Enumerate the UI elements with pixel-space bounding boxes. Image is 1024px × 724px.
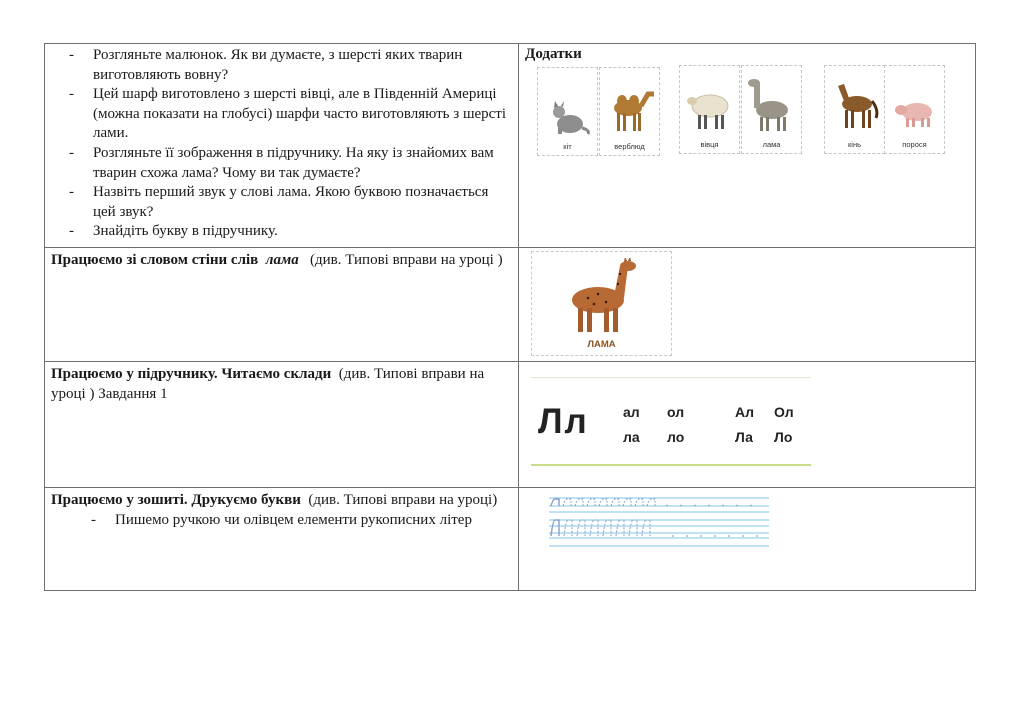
word-wall-instruction [51,251,512,271]
letter-pair: Лл [538,402,589,441]
copybook-strokes-icon [549,496,799,556]
card-caption: верблюд [614,142,645,151]
instruction-bold: Працюємо у підручнику. Читаємо склади [51,366,332,382]
card-caption: кіт [563,142,572,151]
appendix-heading: Додатки [525,46,582,62]
llama-icon [746,74,798,136]
syllable: Ол [774,404,794,420]
instruction-bold: Працюємо зі словом стіни слів [51,252,259,268]
lesson-table [44,43,976,591]
sheep-icon [684,74,736,136]
letter-stroke [629,520,637,536]
letter-stroke [587,499,595,506]
bullet-item: - Знайдіть букву в підручнику. [93,222,510,242]
textbook-instruction [51,365,512,404]
card-caption: кінь [848,140,861,149]
animal-card-sheep [679,65,740,154]
row2-text-cell [45,248,519,362]
syllable: Ло [774,429,793,445]
trace-dot [714,535,716,537]
letter-stroke [611,499,619,506]
animal-cards [519,63,975,173]
card-caption: порося [902,140,927,149]
letter-stroke [551,499,559,506]
trace-dot [700,535,702,537]
animal-card-llama [741,65,802,154]
ruling-line [531,377,811,378]
letter-stroke [563,499,571,506]
row3-text-cell [45,362,519,488]
syllable: ол [667,404,685,420]
bullet-item: - Розгляньте її зображення в підручнику. На яку із знайомих вам тварин схожа лама? Чому ви так думаєте? [93,144,510,183]
letter-stroke [616,520,624,536]
animal-card-horse [824,65,885,154]
instruction-rest: (див. Типові вправи на уроці) [308,492,498,508]
table-row [45,488,976,591]
letter-stroke [603,520,611,536]
bullet-item: - Розгляньте малюнок. Як ви думаєте, з шерсті яких тварин виготовляють вовну? [93,46,510,85]
letter-stroke [635,499,643,506]
syllable: ал [623,404,640,420]
instruction-bold: Працюємо у зошиті. Друкуємо букви [51,492,301,508]
letter-stroke [590,520,598,536]
letter-stroke [564,520,572,536]
trace-dot [742,535,744,537]
table-row [45,362,976,488]
bullet-item: - Цей шарф виготовлено з шерсті вівці, але в Південній Америці (можна показати на глобусі) шарфи часто виготовляють з шерсті лами. [93,85,510,144]
notebook-instruction [51,491,512,511]
letter-stroke [642,520,650,536]
llama-caption: ЛАМА [587,339,616,350]
llama-picture-icon [558,258,648,336]
animal-card-camel [599,67,660,156]
llama-card [531,251,672,356]
trace-dot [672,535,674,537]
instruction-word: лама [265,252,299,268]
camel-icon [604,76,656,138]
copybook-cell [519,488,976,591]
letter-stroke [623,499,631,506]
trace-dot [666,505,668,507]
syllable: ло [667,429,685,445]
instruction-rest: (див. Типові вправи на уроці ) [310,252,503,268]
trace-dot [736,505,738,507]
bullet-item: - Пишемо ручкою чи олівцем елементи рукописних літер [115,511,510,531]
trace-dot [686,535,688,537]
lesson-plan-sheet [44,43,975,590]
ruling-line [531,464,811,466]
trace-dot [694,505,696,507]
discussion-bullets [45,46,518,242]
animal-card-cat [537,67,598,156]
card-caption: лама [762,140,781,149]
pig-icon [889,74,941,136]
instruction-rest: (див. Типові вправи на уроці ) Завдання 1 [51,366,485,402]
table-row [45,44,976,248]
letter-stroke [575,499,583,506]
animal-card-pig [884,65,945,154]
table-row [45,248,976,362]
letter-stroke [599,499,607,506]
trace-dot [722,505,724,507]
syllables-panel [519,362,975,486]
row1-text-cell [45,44,519,248]
trace-dot [708,505,710,507]
cat-icon [542,76,592,138]
syllable: Ла [735,429,753,445]
bullet-item: - Назвіть перший звук у слові лама. Якою буквою позначається цей звук? [93,183,510,222]
trace-dot [756,535,758,537]
llama-picture-cell [519,248,976,362]
trace-dot [750,505,752,507]
trace-dot [728,535,730,537]
notebook-bullets [45,511,518,531]
copybook-lines [519,488,975,588]
row4-text-cell [45,488,519,591]
appendix-cell [519,44,976,248]
horse-icon [829,74,881,136]
letter-stroke [551,520,559,536]
letter-stroke [577,520,585,536]
syllables-cell [519,362,976,488]
letter-stroke [647,499,655,506]
syllable: Ал [735,404,755,420]
trace-dot [680,505,682,507]
card-caption: вівця [700,140,719,149]
syllable: ла [623,429,640,445]
